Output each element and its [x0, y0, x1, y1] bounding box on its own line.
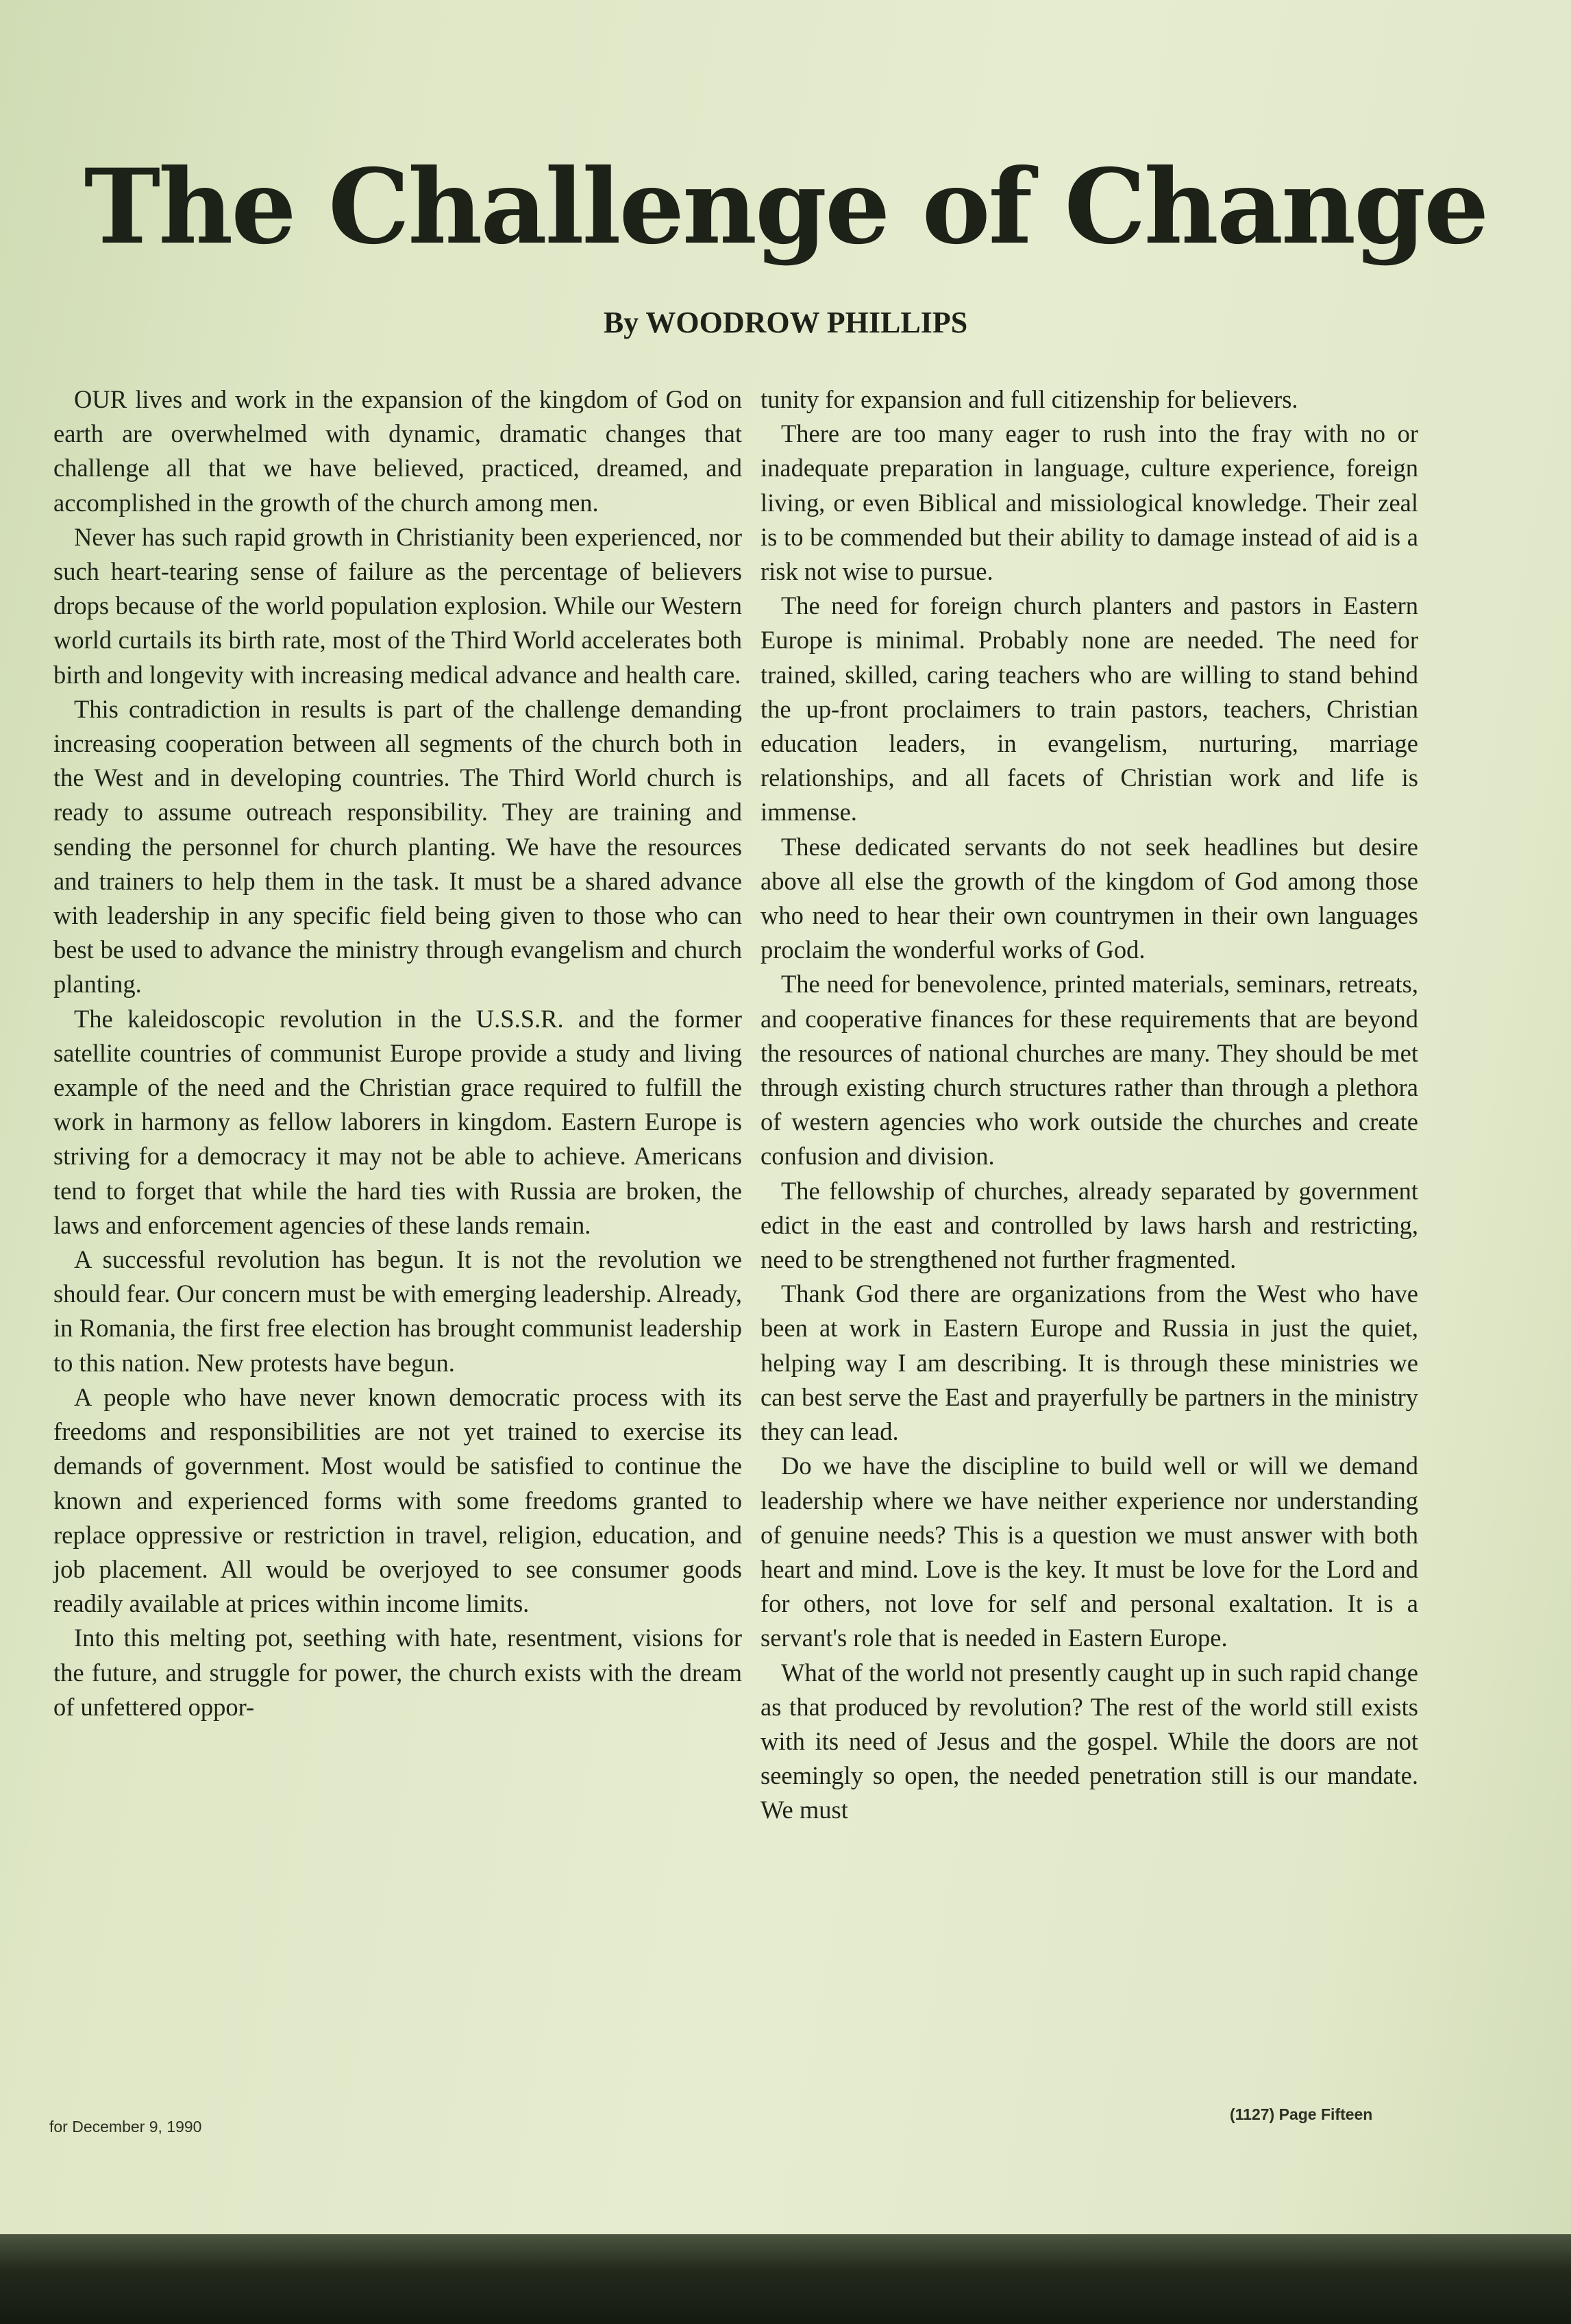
paragraph: Thank God there are organizations from the West who have been at work in Eastern Europe and Russia in just the quiet, helping way I am describing. It is through these ministries we can best serve the East and prayerfully be partners in the ministry they can lead. — [760, 1280, 1418, 1446]
footer-page-number: (1127) Page Fifteen — [1230, 2105, 1373, 2123]
footer-date: for December 9, 1990 — [49, 2118, 202, 2136]
paragraph: There are too many eager to rush into the fray with no or inadequate preparation in language, culture experience, foreign living, or even Biblical and missiological knowledge. Their zeal is to be commended but their ability to damage instead of aid is a risk not wise to pursue. — [760, 419, 1418, 586]
paragraph: What of the world not presently caught up in such rapid change as that produced by revolution? The rest of the world still exists with its need of Jesus and the gospel. While the doors are not seemingly so open, the needed penetration still is our mandate. We must — [760, 1658, 1418, 1824]
paragraph: Into this melting pot, seething with hate, resentment, visions for the future, and struggle for power, the church exists with the dream of unfettered oppor- — [53, 1624, 742, 1721]
paragraph: These dedicated servants do not seek headlines but desire above all else the growth of the kingdom of God among those who need to hear their own countrymen in their own languages proclaim the wonderful works of God. — [760, 832, 1418, 964]
paragraph: A successful revolution has begun. It is not the revolution we should fear. Our concern must be with emerging leadership. Already, in Romania, the first free election has brought communist leadership to this nation. New protests have begun. — [53, 1245, 742, 1377]
paragraph: The fellowship of churches, already separated by government edict in the east and controlled by laws harsh and restricting, need to be strengthened not further fragmented. — [760, 1176, 1418, 1274]
scan-bottom-edge — [0, 2234, 1571, 2324]
right-column — [760, 382, 1418, 1828]
paragraph: The need for benevolence, printed materials, seminars, retreats, and cooperative finances for these requirements that are beyond the resources of national churches are many. They should be met through existing church structures rather than through a plethora of western agencies who work outside the churches and create confusion and division. — [760, 970, 1418, 1171]
paragraph: This contradiction in results is part of the challenge demanding increasing cooperation between all segments of the church both in the West and in developing countries. The Third World church is ready to assume outreach responsibility. They are training and sending the personnel for church planting. We have the resources and trainers to help them in the task. It must be a shared advance with leadership in any specific field being given to those who can best be used to advance the ministry through evangelism and church planting. — [53, 694, 742, 999]
article-byline: By WOODROW PHILLIPS — [603, 306, 968, 339]
paragraph: A people who have never known democratic process with its freedoms and responsibilities are not yet trained to exercise its demands of government. Most would be satisfied to continue the known and experienced forms with some freedoms granted to replace oppressive or restriction in travel, religion, education, and job placement. All would be overjoyed to see consumer goods readily available at prices within income limits. — [53, 1382, 742, 1618]
paragraph: The kaleidoscopic revolution in the U.S.S.R. and the former satellite countries of communist Europe provide a study and living example of the need and the Christian grace required to fulfill the work in harmony as fellow laborers in kingdom. Eastern Europe is striving for a democracy it may not be able to achieve. Americans tend to forget that while the hard ties with Russia are broken, the laws and enforcement agencies of these lands remain. — [53, 1004, 742, 1239]
paragraph: OUR lives and work in the expansion of the kingdom of God on earth are overwhelmed with dynamic, dramatic changes that challenge all that we have believed, practiced, dreamed, and accomplished in the growth of the church among men. — [53, 385, 742, 517]
left-column — [53, 382, 742, 1724]
paragraph: The need for foreign church planters and pastors in Eastern Europe is minimal. Probably none are needed. The need for trained, skilled, caring teachers who are willing to stand behind the up-front proclaimers to train pastors, teachers, Christian education leaders, in evangelism, nurturing, marriage relationships, and all facets of Christian work and life is immense. — [760, 591, 1418, 827]
article-title: The Challenge of Change — [84, 147, 1487, 267]
paragraph: Do we have the discipline to build well or will we demand leadership where we have neither experience nor understanding of genuine needs? This is a question we must answer with both heart and mind. Love is the key. It must be love for the Lord and for others, not love for self and personal exaltation. It is a servant's role that is needed in Eastern Europe. — [760, 1452, 1418, 1652]
paragraph: Never has such rapid growth in Christianity been experienced, nor such heart-tearing sense of failure as the percentage of believers drops because of the world population explosion. While our Western world curtails its birth rate, most of the Third World accelerates both birth and longevity with increasing medical advance and health care. — [53, 522, 742, 689]
paragraph-continued: tunity for expansion and full citizenship for believers. — [760, 385, 1298, 413]
